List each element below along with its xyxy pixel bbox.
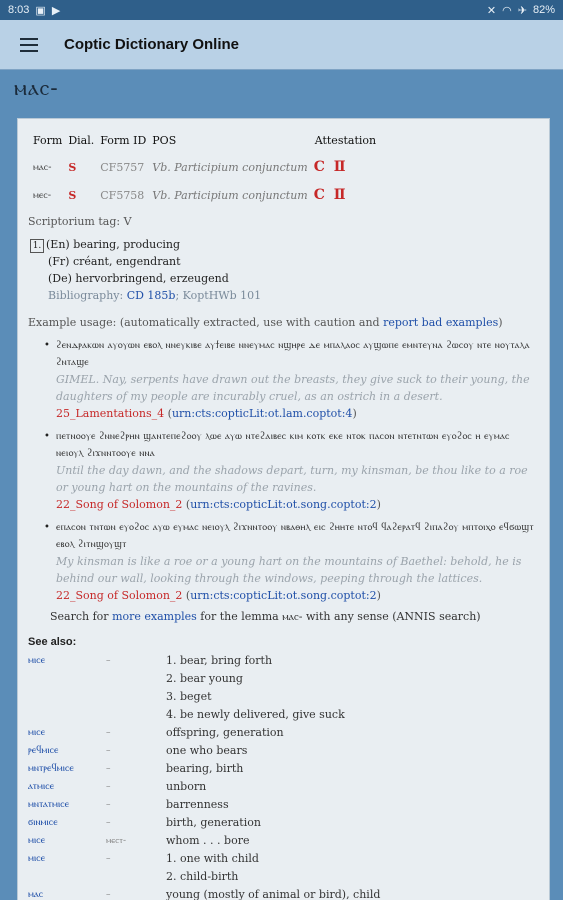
see-also-form: –: [106, 818, 111, 828]
see-also-definition: 4. be newly delivered, give suck: [166, 708, 345, 721]
see-also-title: See also:: [28, 636, 77, 648]
usage-heading: [28, 316, 539, 329]
bib-link[interactable]: CD 185b: [126, 289, 176, 302]
see-also-definition: one who bears: [166, 744, 248, 757]
header-dial: Dial.: [68, 134, 95, 147]
table-row: [30, 183, 379, 211]
see-also-word[interactable]: ⲁⲧⲙⲓⲥⲉ: [28, 781, 55, 792]
sense-fr: (Fr) créant, engendrant: [48, 255, 181, 268]
table-row: [30, 155, 379, 183]
form-cell: ⲙⲁⲥ-: [33, 161, 52, 173]
table-row: [28, 778, 539, 796]
see-also-definition: 2. child-birth: [166, 870, 239, 883]
table-row: [28, 832, 539, 850]
table-row: [28, 688, 539, 706]
see-also-definition: young (mostly of animal or bird), child: [166, 888, 381, 900]
list-item: [56, 337, 539, 422]
see-also-word[interactable]: ⲙⲓⲥⲉ: [28, 655, 46, 666]
entry-lemma: ⲙⲁⲥ-: [14, 76, 59, 101]
table-row: [28, 652, 539, 670]
table-row: [28, 760, 539, 778]
list-item: [56, 428, 539, 513]
bibliography: [30, 287, 539, 304]
example-urn-link[interactable]: urn:cts:copticLit:ot.lam.coptot:4: [171, 407, 353, 420]
search-post: for the lemma ⲙⲁⲥ- with any sense (ANNIS search): [196, 610, 481, 623]
see-also-definition: 2. bear young: [166, 672, 243, 685]
dial-cell: S: [68, 160, 77, 174]
annis-search: [50, 610, 539, 624]
example-urn-link[interactable]: urn:cts:copticLit:ot.song.coptot:2: [190, 589, 377, 602]
example-coptic: • ⲡⲉⲧⲛⲟⲟⲩⲉ ϩⲛⲛⲉϩⲣⲏⲛ ϣⲁⲛⲧⲉⲡⲉϩⲟⲟⲩ ⲗⲱⲉ ⲁⲩⲱ ⲛⲧⲉϩⲁⲓⲃⲉⲥ ⲕⲓⲙ ⲕⲟⲧⲕ ⲉⲕⲉ ⲛⲧⲟⲕ ⲡⲁⲥⲟⲛ ⲛⲧⲉⲧⲛⲧⲱⲛ ⲉⲩⲟϩⲟⲥ ⲏ ⲉⲩⲙⲁⲥ ⲛⲉⲓⲟⲩⲗ ϩⲓϫⲛⲛⲧⲟⲟⲩⲉ ⲛⲛⲁ: [56, 431, 510, 459]
more-examples-link[interactable]: more examples: [112, 610, 197, 623]
examples-list: [56, 337, 539, 604]
see-also-definition: unborn: [166, 780, 207, 793]
see-also-list: [28, 652, 539, 900]
example-urn-link[interactable]: urn:cts:copticLit:ot.song.coptot:2: [190, 498, 377, 511]
bib-rest: ; KoptHWb 101: [175, 289, 262, 302]
forms-header-row: [30, 131, 379, 155]
see-also-definition: bearing, birth: [166, 762, 244, 775]
see-also-definition: 3. beget: [166, 690, 212, 703]
see-also-word[interactable]: [28, 706, 106, 724]
see-also-word[interactable]: ⲙⲁⲥ: [28, 889, 44, 900]
pos-cell: Vb. Participium conjunctum: [152, 160, 308, 174]
example-ref: 25_Lamentations_4 (urn:cts:copticLit:ot.lam.coptot:4): [56, 407, 357, 420]
app-bar: [0, 20, 563, 70]
see-also-form: ⲙⲉⲥⲧ-: [106, 836, 127, 846]
table-row: [28, 850, 539, 868]
see-also-definition: 1. bear, bring forth: [166, 654, 273, 667]
header-form-id: Form ID: [100, 134, 147, 147]
example-ref-link[interactable]: 22_Song of Solomon_2: [56, 498, 183, 511]
airplane-icon: ✈: [517, 4, 527, 17]
table-row: [28, 706, 539, 724]
battery-level: 82%: [532, 4, 555, 16]
example-translation: GIMEL. Nay, serpents have drawn out the breasts, they give suck to their young, the daughters of my people are incurably cruel, as an ostrich in a desert.: [56, 373, 530, 403]
see-also-word[interactable]: [28, 670, 106, 688]
see-also-form: [106, 868, 166, 886]
wifi-icon: ◠: [502, 4, 512, 17]
report-bad-examples-link[interactable]: report bad examples: [383, 316, 499, 329]
see-also-form: –: [106, 890, 111, 900]
sense-number: 1.: [30, 239, 44, 253]
table-row: [28, 742, 539, 760]
example-ref-link[interactable]: 22_Song of Solomon_2: [56, 589, 183, 602]
example-ref: 22_Song of Solomon_2 (urn:cts:copticLit:ot.song.coptot:2): [56, 589, 381, 602]
see-also-form: –: [106, 656, 111, 666]
usage-end: ): [498, 316, 503, 329]
see-also-definition: offspring, generation: [166, 726, 284, 739]
sense-de: (De) hervorbringend, erzeugend: [48, 272, 229, 285]
see-also-form: –: [106, 728, 111, 738]
see-also-word[interactable]: ⲙⲛⲧⲣⲉϥⲙⲓⲥⲉ: [28, 763, 74, 774]
usage-label: Example usage: (automatically extracted, use with caution and: [28, 316, 384, 329]
see-also-definition: barrenness: [166, 798, 229, 811]
see-also-definition: birth, generation: [166, 816, 261, 829]
see-also-word[interactable]: ⲙⲛⲧⲁⲧⲙⲓⲥⲉ: [28, 799, 70, 810]
status-time: 8:03: [8, 4, 30, 16]
see-also-form: –: [106, 764, 111, 774]
example-translation: My kinsman is like a roe or a young hart on the mountains of Baethel: behold, he is behind our wall, looking through the windows, peeping through the lattices.: [56, 555, 522, 585]
see-also-word[interactable]: ⲙⲓⲥⲉ: [28, 835, 46, 846]
bib-label: Bibliography:: [48, 289, 127, 302]
see-also-form: –: [106, 746, 111, 756]
attestation-icons[interactable]: C Ⅱ: [313, 187, 348, 203]
example-ref-link[interactable]: 25_Lamentations_4: [56, 407, 165, 420]
list-item: [56, 519, 539, 604]
see-also-word[interactable]: ⲙⲓⲥⲉ: [28, 727, 46, 738]
entry-panel: [17, 118, 550, 900]
see-also-form: –: [106, 800, 111, 810]
see-also-word[interactable]: ⲣⲉϥⲙⲓⲥⲉ: [28, 745, 59, 756]
pos-cell: Vb. Participium conjunctum: [152, 188, 308, 202]
see-also-form: [106, 706, 166, 724]
see-also-form: [106, 670, 166, 688]
see-also-form: –: [106, 854, 111, 864]
search-pre: Search for: [50, 610, 113, 623]
table-row: [28, 796, 539, 814]
example-coptic: • ϩⲉⲛⲇⲣⲁⲕⲱⲛ ⲁⲩⲟⲩⲱⲛ ⲉⲃⲟⲗ ⲛⲛⲉⲩⲕⲓⲃⲉ ⲁⲩϯⲉⲓⲃⲉ ⲛⲛⲉⲩⲙⲁⲥ ⲛϣⲏⲣⲉ ⲇⲉ ⲙⲡⲁⲗⲁⲟⲥ ⲁⲩϣⲱⲡⲉ ⲉⲙⲛⲧⲉⲩⲛⲁ ϩⲱⲥⲟⲩ ⲛⲧⲉ ⲛⲟⲩⲧⲁⲗⲁ ϩⲛⲧⲁϣⲉ: [56, 340, 530, 368]
example-translation: Until the day dawn, and the shadows depart, turn, my kinsman, be thou like to a roe or young hart on the mountains of the ravines.: [56, 464, 528, 494]
senses-block: [30, 236, 539, 304]
header-pos: POS: [152, 134, 177, 147]
sense-en: (En) bearing, producing: [46, 238, 181, 251]
dial-cell: S: [68, 188, 77, 202]
menu-icon[interactable]: [20, 38, 38, 52]
attestation-icons[interactable]: C Ⅱ: [313, 159, 348, 175]
scriptorium-tag: Scriptorium tag: V: [28, 215, 132, 228]
table-row: [28, 814, 539, 832]
table-row: [28, 868, 539, 886]
mute-icon: ✕: [486, 4, 497, 17]
play-icon: ▶: [51, 4, 61, 17]
form-id-cell: CF5757: [100, 160, 145, 174]
app-title: Coptic Dictionary Online: [64, 36, 240, 53]
status-bar: [0, 0, 563, 20]
see-also-form: [106, 688, 166, 706]
see-also-word[interactable]: ϭⲓⲛⲙⲓⲥⲉ: [28, 817, 58, 828]
table-row: [28, 724, 539, 742]
forms-table: [30, 131, 379, 211]
example-ref: 22_Song of Solomon_2 (urn:cts:copticLit:ot.song.coptot:2): [56, 498, 381, 511]
see-also-definition: whom . . . bore: [166, 834, 250, 847]
header-form: Form: [33, 134, 63, 147]
form-cell: ⲙⲉⲥ-: [33, 189, 52, 201]
table-row: [28, 886, 539, 900]
form-id-cell: CF5758: [100, 188, 145, 202]
see-also-definition: 1. one with child: [166, 852, 259, 865]
table-row: [28, 670, 539, 688]
see-also-word[interactable]: [28, 688, 106, 706]
see-also-form: –: [106, 782, 111, 792]
example-coptic: • ⲉⲡⲁⲥⲟⲛ ⲧⲛⲧⲱⲛ ⲉⲩⲟϩⲟⲥ ⲁⲩⲱ ⲉⲩⲙⲁⲥ ⲛⲉⲓⲟⲩⲗ ϩⲓϫⲛⲛⲧⲟⲟⲩ ⲛⲃⲁⲑⲏⲗ ⲉⲓⲥ ϩⲏⲏⲧⲉ ⲛⲧⲟϥ ϥⲁϩⲉⲣⲁⲧϥ ϩⲓⲡⲁϩⲟⲩ ⲙⲡⲧⲟⲓⲭⲟ ⲉϥϭⲱϣⲧ ⲉⲃⲟⲗ ϩⲓⲧⲛϣⲟⲩϣⲧ: [56, 522, 534, 550]
gallery-icon: ▣: [35, 4, 46, 17]
see-also-word[interactable]: ⲙⲓⲥⲉ: [28, 853, 46, 864]
header-attestation: Attestation: [314, 134, 377, 147]
see-also-word[interactable]: [28, 868, 106, 886]
